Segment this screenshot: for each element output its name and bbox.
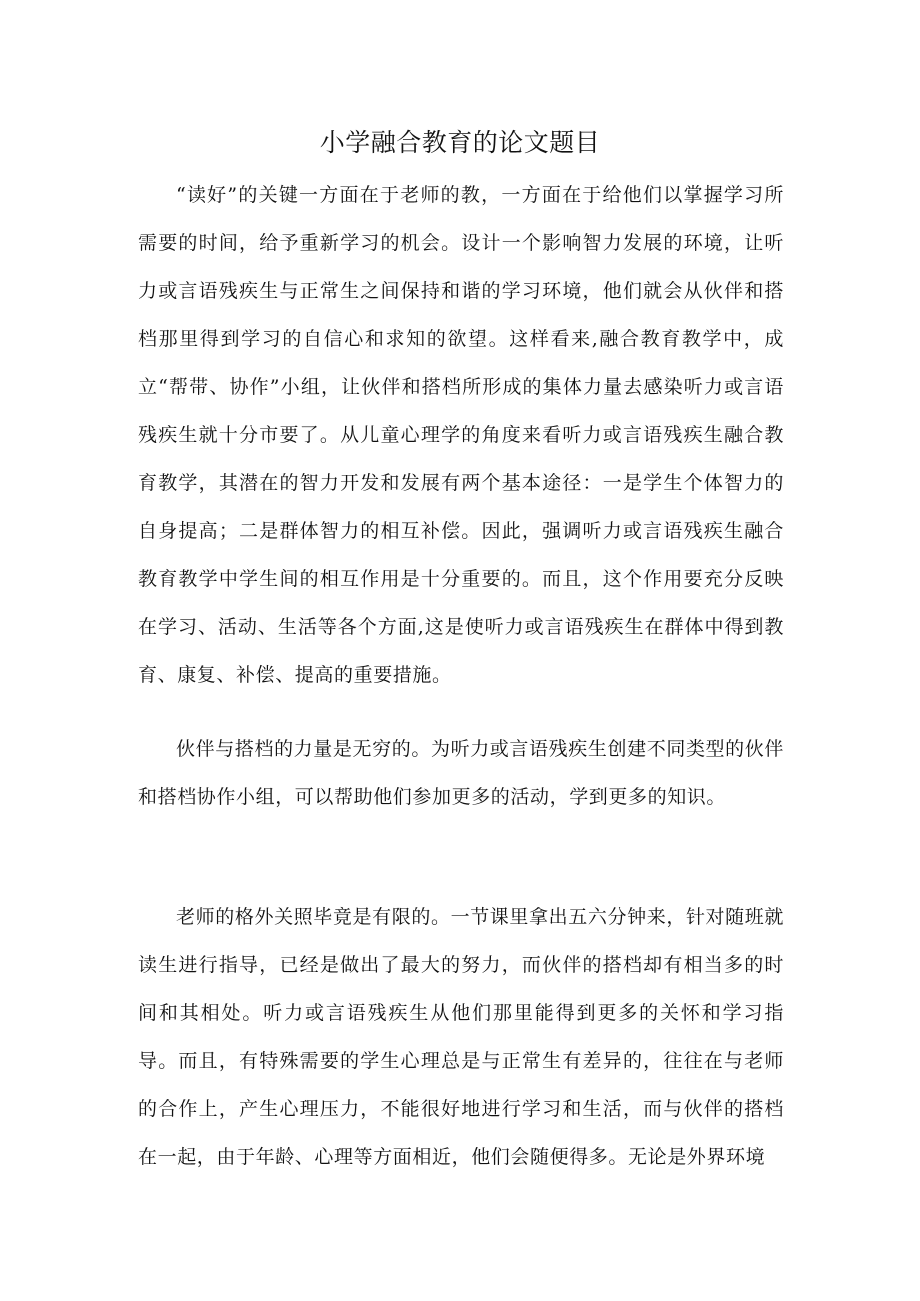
paragraph-3: 老师的格外关照毕竟是有限的。一节课里拿出五六分钟来，针对随班就读生进行指导，已经是做出了最大的努力，而伙伴的搭档却有相当多的时间和其相处。听力或言语残疾生从他们那里能得到更多的关怀和学习指导。而且，有特殊需要的学生心理总是与正常生有差异的，往往在与老师的合作上，产生心理压力，不能很好地进行学习和生活，而与伙伴的搭档在一起，由于年龄、心理等方面相近，他们会随便得多。无论是外界环境: [138, 906, 784, 1168]
document-title: 小学融合教育的论文题目: [319, 128, 601, 157]
paragraph-2: 伙伴与搭档的力量是无穷的。为听力或言语残疾生创建不同类型的伙伴和搭档协作小组，可以帮助他们参加更多的活动，学到更多的知识。: [138, 738, 784, 808]
paragraph-1: “读好”的关键一方面在于老师的教，一方面在于给他们以掌握学习所需要的时间，给予重新学习的机会。设计一个影响智力发展的环境，让听力或言语残疾生与正常生之间保持和谐的学习环境，他们就会从伙伴和搭档那里得到学习的自信心和求知的欲望。这样看来,融合教育教学中，成立“帮带、协作”小组，让伙伴和搭档所形成的集体力量去感染听力或言语残疾生就十分市要了。从儿童心理学的角度来看听力或言语残疾生融合教育教学，其潜在的智力开发和发展有两个基本途径：一是学生个体智力的自身提高；二是群体智力的相互补偿。因此，强调听力或言语残疾生融合教育教学中学生间的相互作用是十分重要的。而且，这个作用要充分反映在学习、活动、生活等各个方面,这是使听力或言语残疾生在群体中得到教育、康复、补偿、提高的重要措施。: [138, 184, 784, 686]
